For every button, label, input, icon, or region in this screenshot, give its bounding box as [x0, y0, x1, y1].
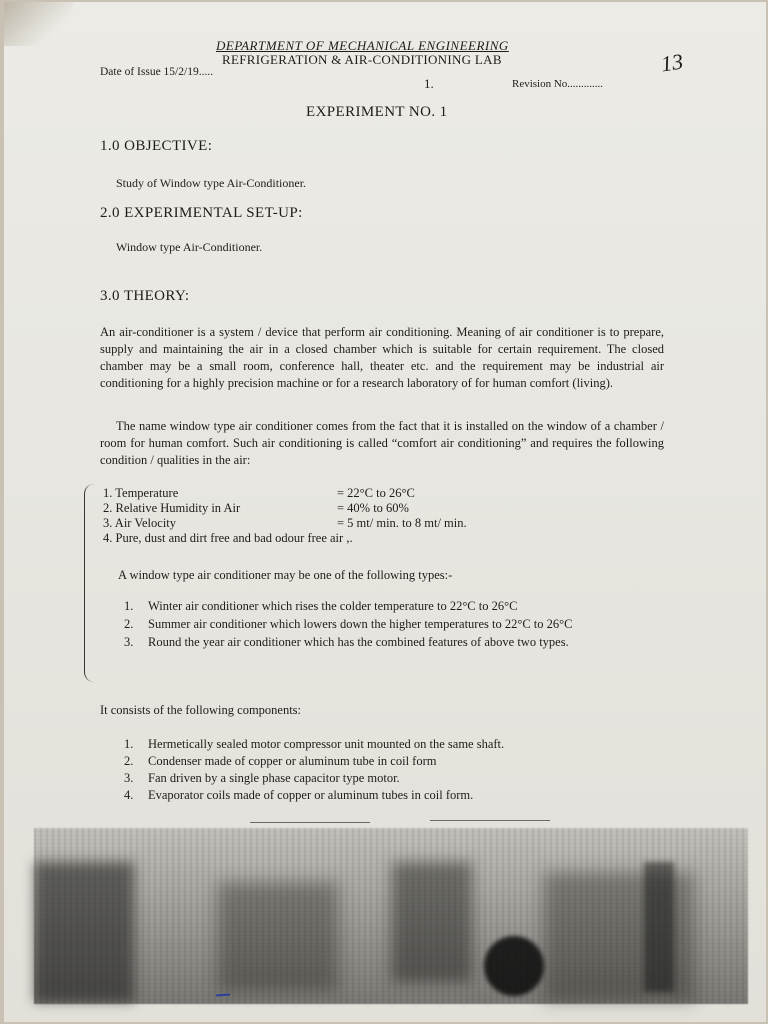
list-item [124, 598, 668, 615]
types-list [124, 598, 668, 652]
ink-smear [644, 862, 674, 992]
list-text: Condenser made of copper or aluminum tube in coil form [148, 754, 437, 768]
condition-label: 3. Air Velocity [103, 516, 177, 530]
list-item [124, 634, 668, 651]
page-number-mark: 13 [659, 48, 685, 77]
ink-smear [218, 882, 338, 992]
list-text: Winter air conditioner which rises the colder temperature to 22°C to 26°C [148, 599, 518, 613]
lab-number: 1. [424, 76, 434, 91]
lab-title: REFRIGERATION & AIR-CONDITIONING LAB [222, 52, 502, 67]
list-number: 3. [124, 771, 134, 785]
list-text: Round the year air conditioner which has the combined features of above two types. [148, 635, 569, 649]
list-item [124, 770, 644, 787]
ink-smear [34, 862, 134, 1002]
department-title: DEPARTMENT OF MECHANICAL ENGINEERING [216, 38, 509, 53]
theory-paragraph-1: An air-conditioner is a system / device that perform air conditioning. Meaning of air conditioner is to prepare, supply and maintaining the air in a closed chamber which is suitable for certain requirement. The closed chamber may be a small room, conference hall, theater etc. and the requirement may be industrial air conditioning for a highly precision machine or for a research laboratory of for human comfort (living). [100, 325, 664, 390]
objective-heading: 1.0 OBJECTIVE: [100, 138, 213, 154]
date-of-issue: Date of Issue 15/2/19..... [100, 66, 214, 78]
condition-label: 2. Relative Humidity in Air [103, 501, 241, 515]
list-text: Evaporator coils made of copper or aluminum tubes in coil form. [148, 788, 474, 802]
objective-text: Study of Window type Air-Conditioner. [116, 176, 307, 190]
list-number: 1. [124, 737, 134, 751]
divider-line [430, 820, 550, 821]
list-number: 2. [124, 754, 134, 768]
types-intro: A window type air conditioner may be one of the following types:- [118, 568, 453, 582]
condition-label: 1. Temperature [103, 486, 179, 500]
experiment-title: EXPERIMENT NO. 1 [306, 104, 448, 120]
list-text: Summer air conditioner which lowers down the higher temperatures to 22°C to 26°C [148, 617, 573, 631]
list-number: 4. [124, 788, 134, 802]
handwritten-bracket [84, 484, 95, 682]
components-list [124, 736, 644, 804]
page-corner-shadow [4, 2, 74, 46]
ink-smear [392, 862, 472, 982]
list-item [124, 787, 644, 804]
condition-value: = 22°C to 26°C [337, 486, 415, 500]
setup-heading: 2.0 EXPERIMENTAL SET-UP: [100, 205, 303, 221]
divider-line [250, 822, 370, 823]
revision-number: Revision No............. [512, 78, 604, 90]
list-item [124, 616, 668, 633]
list-text: Hermetically sealed motor compressor unit mounted on the same shaft. [148, 737, 505, 751]
list-number: 1. [124, 599, 134, 613]
list-text: Fan driven by a single phase capacitor type motor. [148, 771, 400, 785]
ink-blot [484, 936, 544, 996]
list-item [124, 753, 644, 770]
theory-heading: 3.0 THEORY: [100, 288, 190, 304]
setup-text: Window type Air-Conditioner. [116, 240, 263, 254]
list-number: 3. [124, 635, 134, 649]
list-number: 2. [124, 617, 134, 631]
condition-value: = 5 mt/ min. to 8 mt/ min. [337, 516, 467, 530]
condition-label: 4. Pure, dust and dirt free and bad odour free air ,. [103, 531, 353, 545]
components-intro: It consists of the following components: [100, 703, 302, 717]
condition-value: = 40% to 60% [337, 501, 409, 515]
theory-paragraph-2: The name window type air conditioner comes from the fact that it is installed on the window of a chamber / room for human comfort. Such air conditioning is called “comfort air conditioning” and requires the following condition / qualities in the air: [100, 419, 664, 467]
document-page [4, 2, 766, 1022]
list-item [124, 736, 644, 753]
